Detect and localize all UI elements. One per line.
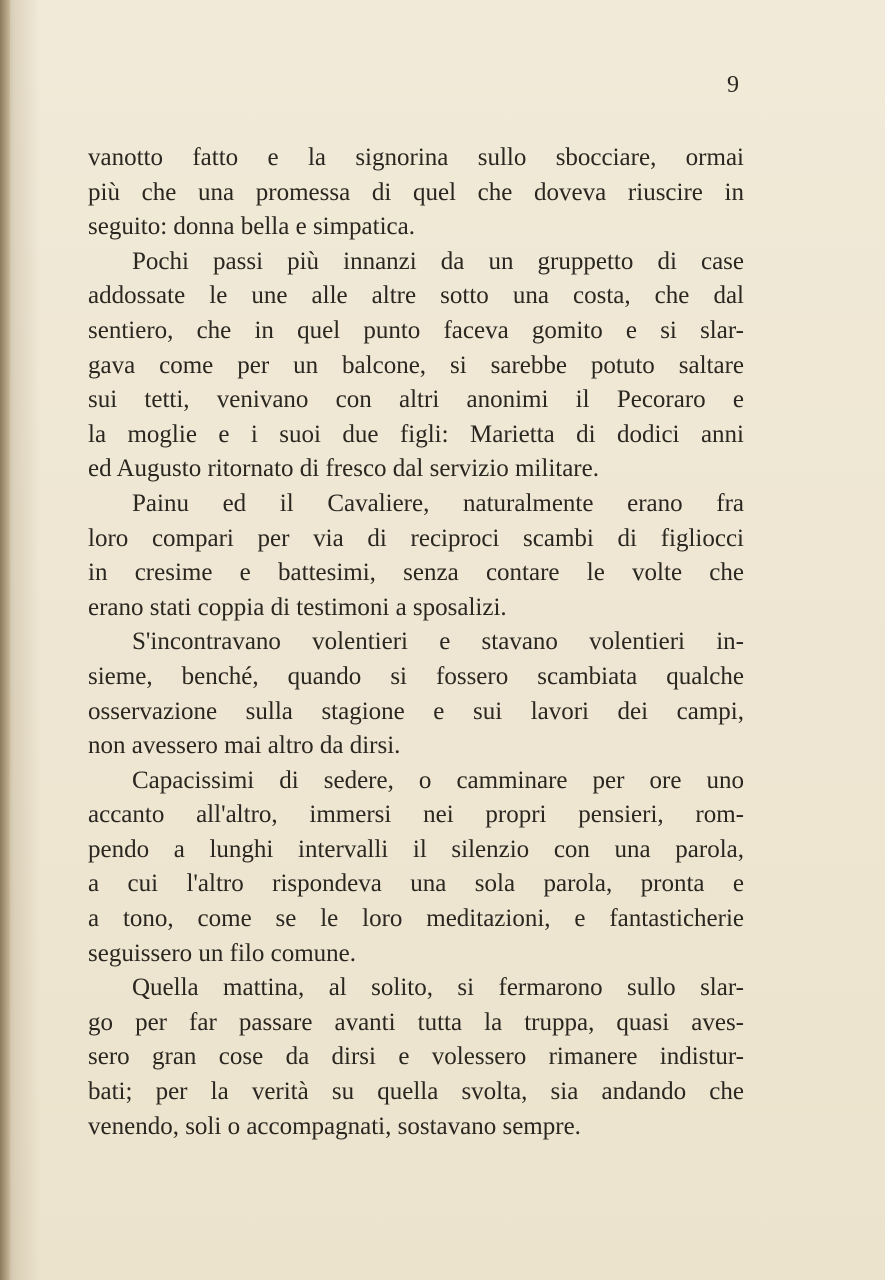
text-line: seguissero un filo comune. [88, 939, 357, 967]
text-line: a tono, come se le loro meditazioni, e fantasticherie [88, 905, 744, 933]
text-line: erano stati coppia di testimoni a sposalizi. [88, 593, 507, 621]
text-line: sieme, benché, quando si fossero scambiata qualche [88, 662, 744, 690]
text-line: addossate le une alle altre sotto una costa, che dal [88, 282, 744, 310]
page-number: 9 [727, 72, 739, 98]
text-line: venendo, soli o accompagnati, sostavano sempre. [88, 1112, 581, 1140]
text-line: sentiero, che in quel punto faceva gomito e si slar- [88, 316, 744, 344]
text-line: Painu ed il Cavaliere, naturalmente erano fra [132, 489, 744, 517]
body-text [88, 141, 744, 1144]
text-line: vanotto fatto e la signorina sullo sbocciare, ormai [88, 144, 744, 171]
text-line: più che una promessa di quel che doveva riuscire in [88, 178, 744, 206]
text-line: pendo a lunghi intervalli il silenzio con una parola, [88, 835, 744, 863]
text-line: loro compari per via di reciproci scambi di figliocci [88, 524, 744, 552]
text-line: la moglie e i suoi due figli: Marietta di dodici anni [88, 420, 744, 448]
text-line: in cresime e battesimi, senza contare le volte che [88, 559, 744, 587]
text-line: sero gran cose da dirsi e volessero rimanere indistur- [88, 1043, 744, 1071]
book-gutter-edge [0, 0, 10, 1280]
text-line: osservazione sulla stagione e sui lavori dei campi, [88, 697, 744, 725]
text-line: bati; per la verità su quella svolta, sia andando che [88, 1078, 744, 1106]
text-line: S'incontravano volentieri e stavano volentieri in- [132, 628, 744, 656]
text-line: a cui l'altro rispondeva una sola parola, pronta e [88, 870, 744, 898]
text-line: go per far passare avanti tutta la truppa, quasi aves- [88, 1008, 744, 1036]
text-line: Pochi passi più innanzi da un gruppetto di case [132, 247, 744, 275]
text-line: ed Augusto ritornato di fresco dal servizio militare. [88, 455, 599, 483]
text-line: seguito: donna bella e simpatica. [88, 213, 415, 241]
text-line: Quella mattina, al solito, si fermarono sullo slar- [132, 974, 744, 1002]
text-line: gava come per un balcone, si sarebbe potuto saltare [88, 351, 744, 379]
text-line: accanto all'altro, immersi nei propri pensieri, rom- [88, 801, 744, 829]
text-line: Capacissimi di sedere, o camminare per ore uno [132, 766, 744, 794]
text-line: sui tetti, venivano con altri anonimi il Pecoraro e [88, 386, 744, 414]
text-line: non avessero mai altro da dirsi. [88, 732, 401, 760]
